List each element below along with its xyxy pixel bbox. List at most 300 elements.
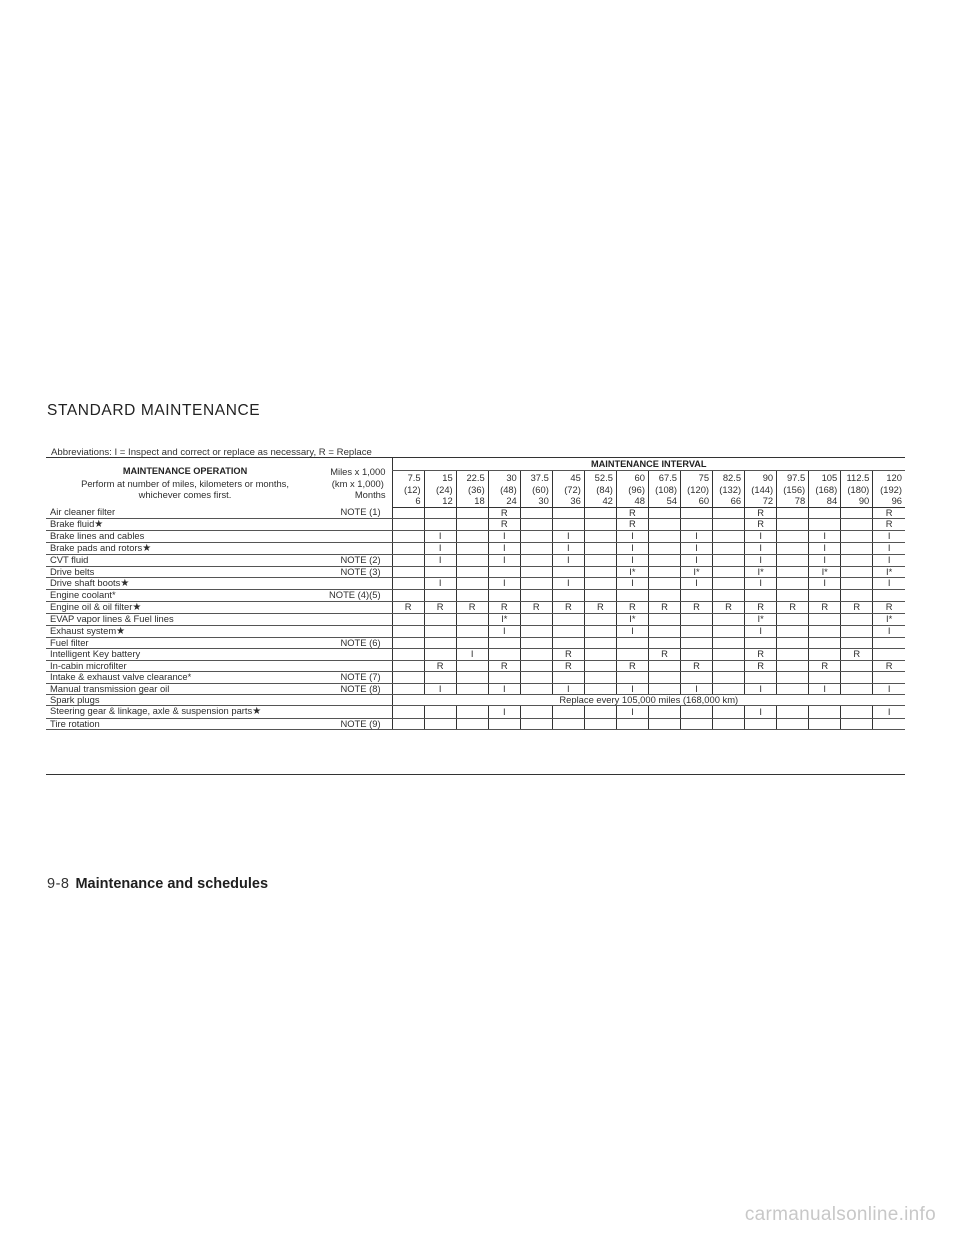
interval-cell: R [777,601,809,613]
table-row [46,672,905,683]
interval-months: 72 [762,495,774,506]
interval-cell [777,566,809,577]
interval-cell [392,672,424,683]
interval-miles: 30 [506,472,517,483]
interval-cell [809,614,841,625]
interval-cell [777,718,809,729]
interval-cell [488,566,520,577]
interval-cell: I [809,577,841,589]
interval-cell [456,507,488,518]
interval-column-header [873,471,905,508]
interval-cell [809,518,841,530]
interval-cell [392,555,424,566]
interval-cell [488,718,520,729]
miles-header-line: Miles x 1,000 [330,466,386,477]
interval-cell [552,507,584,518]
interval-cell: I* [873,614,905,625]
operation-name [46,695,324,706]
interval-km: (132) [719,483,742,495]
interval-cell [456,542,488,554]
interval-cell: R [488,601,520,613]
interval-cell [424,649,456,660]
interval-cell [584,683,616,694]
interval-cell [777,507,809,518]
interval-cell [552,672,584,683]
interval-months: 90 [858,495,870,506]
interval-cell [584,555,616,566]
interval-cell [456,683,488,694]
interval-cell [456,672,488,683]
operation-name [46,683,324,694]
interval-cell: R [392,601,424,613]
interval-km: (96) [628,483,645,495]
interval-cell [648,672,680,683]
interval-cell: I [681,577,713,589]
table-row [46,507,905,518]
operation-note: NOTE (3) [324,566,392,577]
interval-cell: R [552,649,584,660]
table-row [46,637,905,648]
operation-name-text: EVAP vapor lines & Fuel lines [50,613,174,625]
interval-cell: R [809,660,841,671]
interval-cell [681,637,713,648]
interval-cell [713,577,745,589]
interval-cell [648,555,680,566]
interval-cell: I [745,706,777,718]
interval-cell: R [648,649,680,660]
interval-cell [392,718,424,729]
operation-note: NOTE (9) [324,718,392,729]
interval-cell [520,649,552,660]
interval-cell [777,625,809,637]
operation-name-text: Tire rotation [50,717,100,729]
interval-cell: R [520,601,552,613]
interval-cell [488,637,520,648]
interval-miles: 97.5 [786,472,806,483]
operation-name-text: Brake fluid [50,517,95,529]
months-header-line: Months [354,489,386,500]
interval-miles: 112.5 [846,472,870,483]
interval-cell [584,590,616,601]
interval-cell: I [616,542,648,554]
interval-cell [488,672,520,683]
table-row [46,555,905,566]
interval-cell [648,531,680,542]
interval-column-header [488,471,520,508]
operation-name-text: Spark plugs [50,694,100,705]
interval-km: (24) [436,483,453,495]
interval-km: (72) [564,483,581,495]
section-title: STANDARD MAINTENANCE [47,402,261,419]
interval-cell: I [681,542,713,554]
table-row [46,531,905,542]
interval-cell [745,637,777,648]
interval-column-header [456,471,488,508]
table-row [46,660,905,671]
interval-cell [520,625,552,637]
interval-cell [745,718,777,729]
interval-cell [392,683,424,694]
interval-cell: I [488,577,520,589]
interval-cell [713,518,745,530]
interval-cell: I [488,542,520,554]
interval-cell: R [681,601,713,613]
interval-column-header [777,471,809,508]
interval-cell: R [616,518,648,530]
interval-cell [873,718,905,729]
interval-column-header [841,471,873,508]
interval-cell: I [552,555,584,566]
interval-cell: R [745,518,777,530]
operation-note [324,577,392,589]
interval-cell: I [552,542,584,554]
interval-cell [392,637,424,648]
operation-name-text: Intelligent Key battery [50,648,141,660]
interval-cell [648,637,680,648]
interval-cell [841,672,873,683]
interval-months: 24 [506,495,517,506]
operation-name [46,649,324,660]
interval-cell [809,625,841,637]
operation-name [46,660,324,671]
interval-cell: R [424,660,456,671]
interval-cell [777,683,809,694]
interval-cell [681,614,713,625]
interval-cell [809,672,841,683]
interval-cell [552,625,584,637]
interval-cell: I [616,706,648,718]
interval-cell [777,555,809,566]
interval-cell [456,614,488,625]
interval-cell [648,614,680,625]
operation-name-text: CVT fluid [50,554,89,566]
interval-km: (12) [403,483,421,495]
interval-cell [520,577,552,589]
interval-cell: I [809,531,841,542]
interval-cell: I [488,531,520,542]
interval-cell [777,672,809,683]
interval-cell [648,660,680,671]
interval-cell: R [841,649,873,660]
interval-cell [488,649,520,660]
interval-cell: I [424,577,456,589]
interval-cell [809,637,841,648]
operation-name-text: Manual transmission gear oil [50,682,170,694]
interval-km: (108) [655,483,677,495]
operation-name [46,590,324,601]
interval-cell [713,614,745,625]
operation-name [46,542,324,554]
interval-cell [648,577,680,589]
interval-header: MAINTENANCE INTERVAL [392,458,905,471]
operation-name [46,518,324,530]
interval-cell [552,590,584,601]
operation-note: NOTE (2) [324,555,392,566]
interval-cell [841,518,873,530]
star-icon: ★ [132,601,142,613]
interval-cell: R [584,601,616,613]
section-name: Maintenance and schedules [75,876,269,892]
interval-cell [809,649,841,660]
table-row [46,566,905,577]
interval-cell [424,718,456,729]
interval-cell [456,706,488,718]
interval-cell: I [873,531,905,542]
star-icon: ★ [116,625,126,637]
interval-cell: R [552,601,584,613]
interval-km: (84) [596,483,613,495]
interval-cell [584,518,616,530]
interval-cell [648,706,680,718]
operation-name-text: Air cleaner filter [50,506,116,518]
interval-cell [777,660,809,671]
interval-column-header [520,471,552,508]
star-icon: ★ [120,577,130,589]
operation-name [46,531,324,542]
interval-cell: R [745,660,777,671]
interval-cell [552,718,584,729]
interval-cell [520,614,552,625]
interval-cell [584,625,616,637]
interval-cell: R [745,601,777,613]
interval-column-header [713,471,745,508]
interval-cell [520,706,552,718]
interval-cell [841,577,873,589]
interval-cell [713,706,745,718]
interval-cell [392,614,424,625]
interval-cell: R [616,601,648,613]
operation-note [324,531,392,542]
interval-cell: I [745,542,777,554]
interval-cell [648,590,680,601]
interval-cell [552,637,584,648]
operation-header-desc: Perform at number of miles, kilometers or months, whichever comes first. [81,477,289,500]
interval-cell: R [456,601,488,613]
interval-cell: I [873,542,905,554]
interval-km: (48) [500,483,517,495]
interval-cell: I [681,531,713,542]
interval-cell: I* [745,566,777,577]
interval-cell [809,507,841,518]
operation-name-text: Intake & exhaust valve clearance* [50,671,192,683]
miles-header [324,458,392,507]
table-row [46,683,905,694]
interval-cell [424,507,456,518]
interval-km: (36) [468,483,485,495]
interval-cell [777,706,809,718]
interval-cell: I [809,683,841,694]
interval-cell [713,566,745,577]
interval-column-header [392,471,424,508]
interval-miles: 45 [570,472,581,483]
interval-cell [520,718,552,729]
operation-note [324,660,392,671]
interval-cell [713,637,745,648]
interval-cell [841,614,873,625]
interval-cell [841,507,873,518]
interval-cell [520,660,552,671]
interval-cell [392,531,424,542]
operation-note: NOTE (4)(5) [324,590,392,601]
interval-cell [552,566,584,577]
interval-span-note: Replace every 105,000 miles (168,000 km) [392,695,905,706]
interval-cell: R [552,660,584,671]
operation-note [324,649,392,660]
interval-cell: I [552,577,584,589]
interval-cell [616,672,648,683]
interval-months: 66 [730,495,742,506]
interval-cell [456,555,488,566]
interval-cell [681,672,713,683]
interval-cell: R [873,507,905,518]
interval-cell: I [745,625,777,637]
interval-cell [456,637,488,648]
interval-cell: I* [873,566,905,577]
interval-cell [584,637,616,648]
interval-cell [424,614,456,625]
interval-months: 48 [634,495,645,506]
interval-column-header [616,471,648,508]
interval-cell: I [809,542,841,554]
interval-cell: R [488,518,520,530]
interval-months: 60 [698,495,710,506]
interval-months: 6 [415,495,421,506]
operation-name-text: Drive belts [50,565,95,577]
interval-cell [616,637,648,648]
interval-km: (144) [751,483,774,495]
interval-cell [584,660,616,671]
star-icon: ★ [252,706,262,718]
interval-column-header [552,471,584,508]
interval-cell [552,706,584,718]
interval-cell: R [809,601,841,613]
interval-months: 54 [666,495,677,506]
interval-cell: R [616,507,648,518]
interval-cell [745,590,777,601]
interval-cell: I [745,577,777,589]
interval-cell [456,590,488,601]
interval-column-header [584,471,616,508]
interval-cell [392,706,424,718]
interval-miles: 90 [762,472,774,483]
interval-miles: 7.5 [407,472,421,483]
interval-cell: I* [745,614,777,625]
interval-cell [713,555,745,566]
interval-cell [520,683,552,694]
interval-cell: I [745,531,777,542]
interval-months: 78 [794,495,806,506]
interval-cell [584,706,616,718]
interval-cell: I* [616,614,648,625]
interval-cell: I [456,649,488,660]
interval-cell: I [488,683,520,694]
interval-cell [713,507,745,518]
interval-cell: R [488,660,520,671]
operation-note [324,614,392,625]
interval-cell [681,590,713,601]
maintenance-table [46,458,905,730]
interval-cell [520,637,552,648]
interval-cell [841,531,873,542]
interval-column-header [648,471,680,508]
interval-cell: I* [681,566,713,577]
interval-cell [777,531,809,542]
interval-cell [584,542,616,554]
interval-cell: R [873,518,905,530]
interval-cell [520,672,552,683]
interval-cell [841,625,873,637]
operation-header-title: MAINTENANCE OPERATION [122,466,248,476]
interval-months: 12 [442,495,453,506]
interval-cell [809,718,841,729]
operation-name [46,637,324,648]
interval-cell: I [681,683,713,694]
interval-cell [424,566,456,577]
interval-cell: I [616,531,648,542]
interval-cell [552,518,584,530]
interval-cell [456,625,488,637]
interval-cell: I [745,555,777,566]
star-icon: ★ [142,542,152,554]
operation-name [46,718,324,729]
interval-cell: R [841,601,873,613]
interval-cell [648,542,680,554]
interval-cell: R [681,660,713,671]
interval-months: 30 [538,495,549,506]
operation-name-text: In-cabin microfilter [50,659,127,671]
table-row [46,614,905,625]
interval-cell [777,637,809,648]
interval-cell [584,531,616,542]
operation-name-text: Fuel filter [50,636,89,648]
interval-cell: I [488,625,520,637]
interval-cell [809,706,841,718]
interval-cell [713,625,745,637]
operation-name [46,672,324,683]
table-row [46,695,905,706]
interval-miles: 15 [442,472,453,483]
interval-cell [841,637,873,648]
table-row [46,542,905,554]
interval-cell [392,649,424,660]
interval-cell: R [713,601,745,613]
interval-cell [713,590,745,601]
interval-miles: 105 [821,472,838,483]
interval-cell: I [616,555,648,566]
table-row [46,625,905,637]
interval-cell [681,706,713,718]
abbreviations-note: Abbreviations: I = Inspect and correct or replace as necessary, R = Replace [51,447,372,458]
interval-cell: R [745,649,777,660]
interval-cell [584,507,616,518]
interval-cell: R [488,507,520,518]
table-row [46,518,905,530]
operation-name-text: Engine oil & oil filter [50,600,133,612]
interval-cell: I [552,531,584,542]
interval-cell [648,518,680,530]
interval-cell [681,625,713,637]
interval-cell: R [648,601,680,613]
interval-cell: I [873,706,905,718]
interval-cell [713,542,745,554]
interval-cell [392,590,424,601]
interval-cell [456,531,488,542]
interval-km: (60) [532,483,549,495]
interval-cell [873,637,905,648]
interval-cell [681,649,713,660]
interval-km: (192) [880,483,902,495]
interval-cell [392,507,424,518]
